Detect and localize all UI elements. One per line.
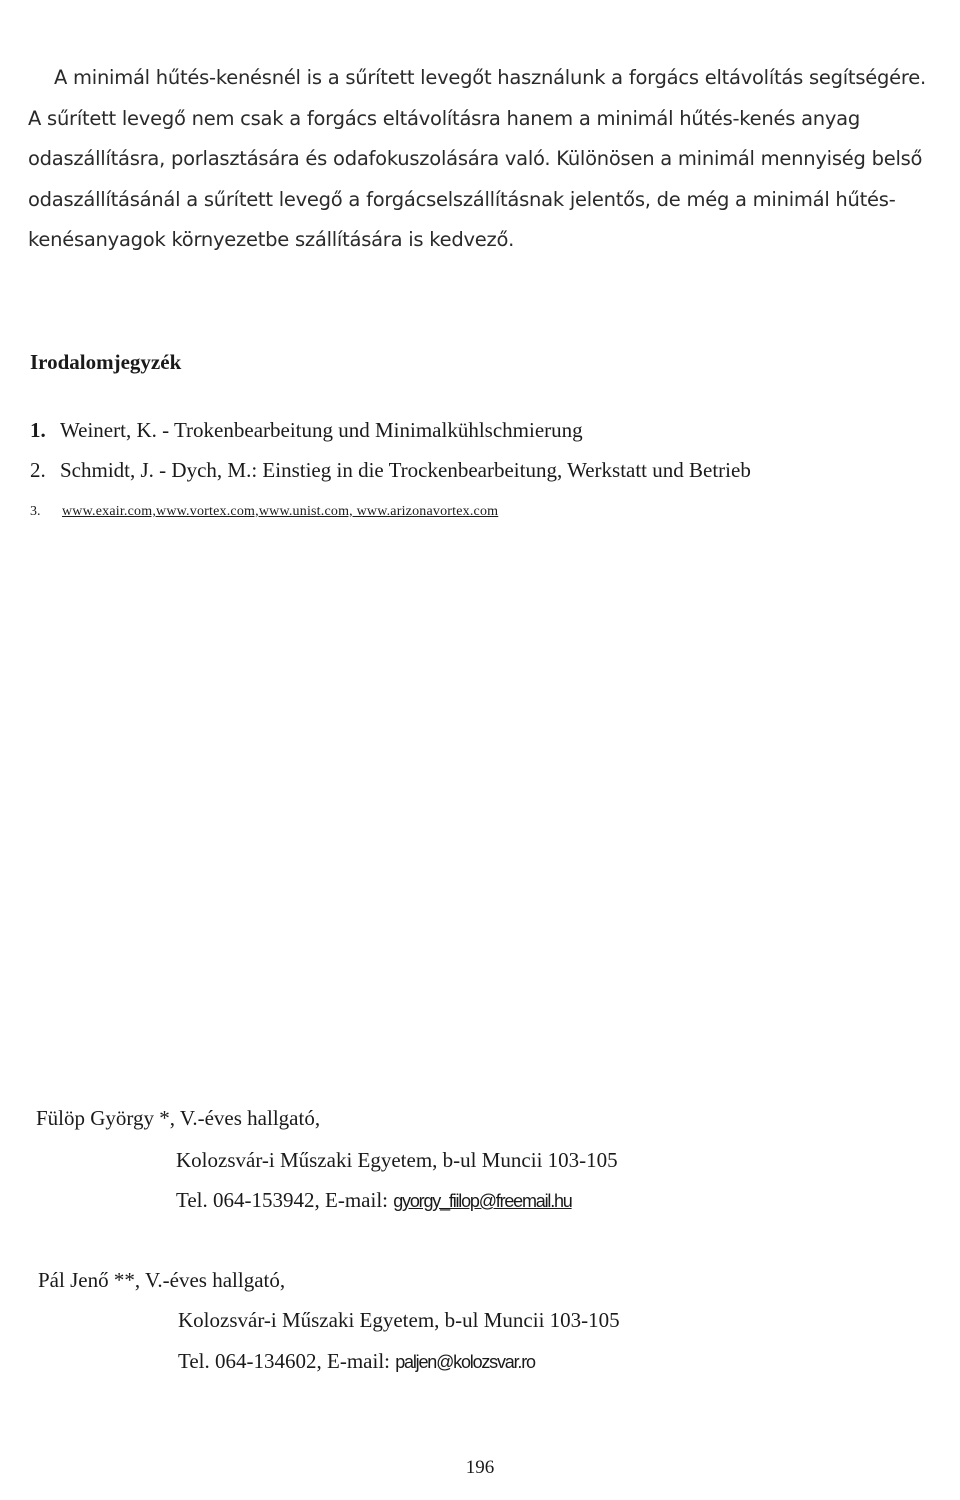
paragraph-line: odaszállításánál a sűrített levegő a forgácselszállításnak jelentős, de még a minimál hűtés- (28, 187, 896, 211)
paragraph-line: odaszállításra, porlasztására és odafokuszolására való. Különösen a minimál mennyiség belső (28, 147, 923, 170)
reference-text: Weinert, K. - Trokenbearbeitung und Minimalkühlschmierung (60, 418, 583, 442)
author-tel: Tel. 064-134602, E-mail: (178, 1349, 390, 1373)
reference-number: 2. (30, 458, 46, 482)
paragraph-line: kenésanyagok környezetbe szállítására is kedvező. (28, 228, 515, 251)
author-address: Kolozsvár-i Műszaki Egyetem, b-ul Muncii 103-105 (178, 1308, 620, 1332)
reference-text: Schmidt, J. - Dych, M.: Einstieg in die Trockenbearbeitung, Werkstatt und Betrieb (60, 458, 751, 482)
author-name-line: Pál Jenő **, V.-éves hallgató, (38, 1268, 286, 1292)
author-contact (176, 1188, 572, 1213)
reference-number: 3. (30, 504, 41, 519)
reference-item (30, 458, 751, 483)
author-contact (178, 1349, 535, 1374)
reference-item (30, 504, 498, 520)
bibliography-title: Irodalomjegyzék (30, 350, 182, 374)
author-address: Kolozsvár-i Műszaki Egyetem, b-ul Muncii 103-105 (176, 1148, 618, 1172)
author-tel: Tel. 064-153942, E-mail: (176, 1188, 388, 1212)
author-email: paljen@kolozsvar.ro (395, 1352, 535, 1372)
paragraph-line: A sűrített levegő nem csak a forgács eltávolításra hanem a minimál hűtés-kenés anyag (28, 106, 861, 130)
reference-item (30, 418, 583, 443)
paragraph-line: A minimál hűtés-kenésnél is a sűrített levegőt használunk a forgács eltávolítás segítségére. (54, 66, 926, 89)
page-number: 196 (465, 1457, 495, 1478)
reference-links[interactable]: www.exair.com,www.vortex.com,www.unist.com, www.arizonavortex.com (62, 504, 499, 519)
body-paragraph (28, 58, 928, 261)
reference-number: 1. (30, 418, 46, 442)
author-email-link[interactable]: gyorgy_fiilop@freemail.hu (393, 1191, 572, 1211)
author-name-line: Fülöp György *, V.-éves hallgató, (36, 1106, 321, 1130)
